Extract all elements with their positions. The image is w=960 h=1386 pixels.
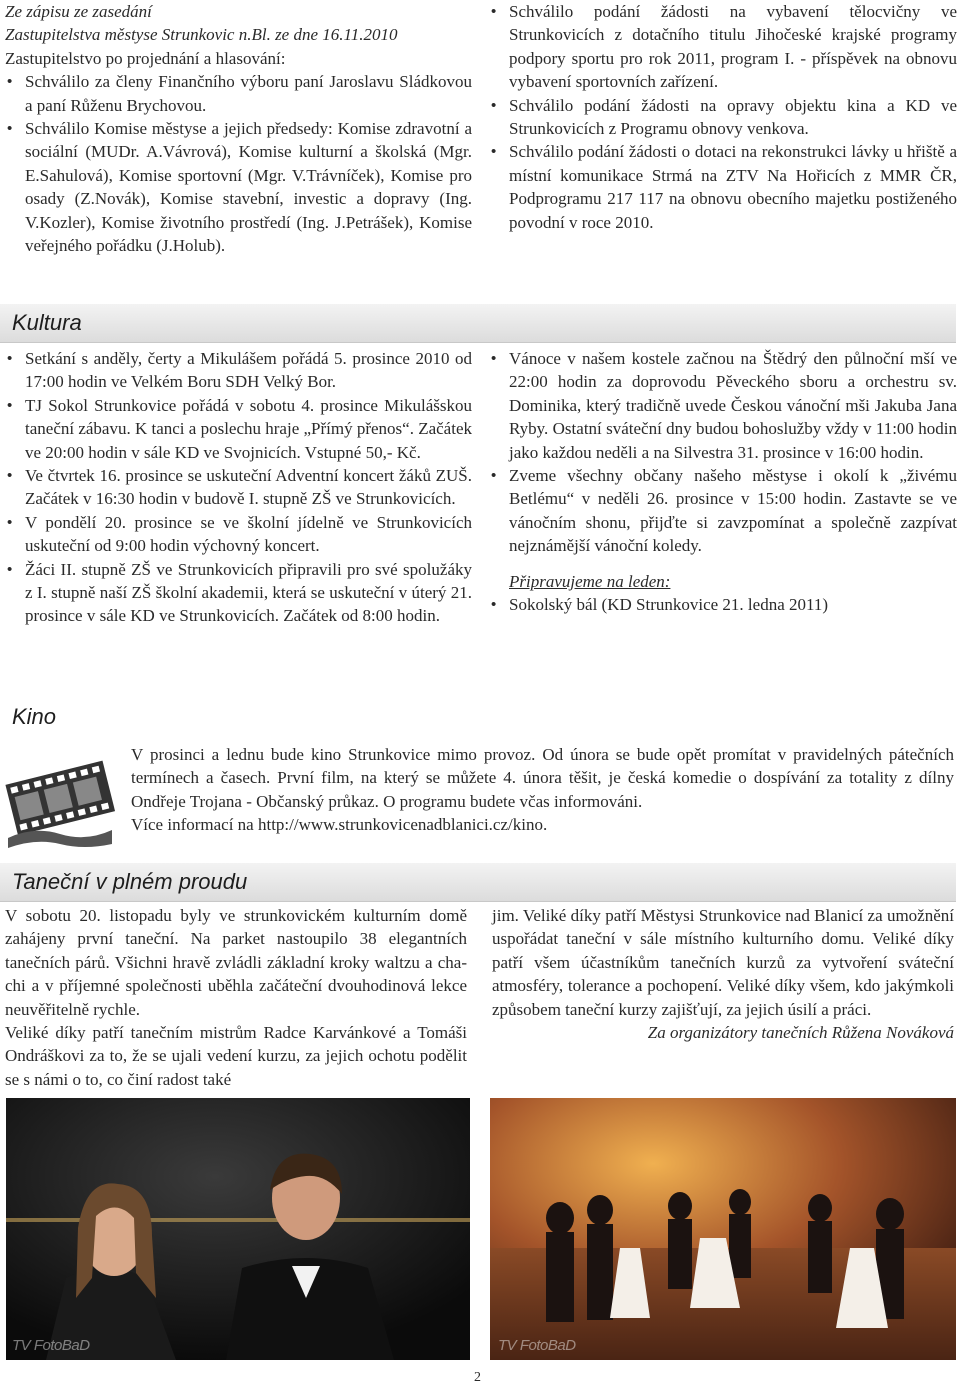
list-item: • TJ Sokol Strunkovice pořádá v sobotu 4. prosince Mikulášskou taneční zábavu. K tanci a poslechu hraje „Přímý přenos“. Začátek ve 20:00 hodin v sále KD ve Svojnicích. Vstupné 50,- Kč.: [5, 394, 472, 464]
tanecni-paragraph-1: V sobotu 20. listopadu byly ve strunkovickém kulturním domě zahájeny první taneční. Na parket nastoupilo 38 elegantních tanečních párů. Všichni hravě zvládli základní kroky waltzu a cha-chi a v příjemné společnosti uběhla začáteční dvouhodinová lekce neuvěřitelně rychle.: [5, 906, 467, 1019]
list-item: • V pondělí 20. prosince se ve školní jídelně ve Strunkovicích uskuteční od 9:00 hodin výchovný koncert.: [5, 511, 472, 558]
kultura-title: Kultura: [12, 310, 82, 335]
list-item: • Schválilo Komise městyse a jejich předsedy: Komise zdravotní a sociální (MUDr. A.Vávrová), Komise kulturní a školská (Mgr. E.Sahulová), Komise sportovní (Mgr. V.Trávníček), Komise pro osady (Z.Novák), Komise stavební, investic a dopravy (Ing. V.Kozler), Komise životního prostředí (Ing. J.Petrášek), Komise veřejného pořádku (J.Holub).: [5, 117, 472, 257]
list-item: • Schválilo podání žádosti na vybavení tělocvičny ve Strunkovicích z dotačního titulu Jihočeské krajské programy podpory sportu pro rok 2011, program I. - příspěvek na obnovu vybavení sportovních zařízení.: [489, 0, 957, 94]
minutes-heading: Ze zápisu ze zasedání: [5, 2, 152, 21]
kino-body: [131, 743, 954, 837]
planned-heading: Připravujeme na leden:: [509, 571, 671, 591]
kultura-header-bar: [0, 304, 956, 343]
kino-title: Kino: [12, 704, 57, 729]
minutes-right-column: [489, 0, 957, 234]
kultura-list-right: [489, 347, 957, 558]
tanecni-header-bar: [0, 863, 956, 902]
minutes-intro: Zastupitelstvo po projednání a hlasování:: [5, 48, 286, 68]
kultura-list-left: [5, 347, 472, 628]
kino-text: V prosinci a lednu bude kino Strunkovice mimo provoz. Od února se bude opět promítat v pravidelných pátečních termínech a časech. První film, na který se můžete 4. února těšit, je česká komedie o dospívání za totality z dílny Ondřeje Trojana - Občanský průkaz. O programu budete včas informováni.: [131, 745, 954, 811]
kino-more-info: Více informací na http://www.strunkovicenadblanici.cz/kino.: [131, 815, 548, 835]
tanecni-title: Taneční v plném proudu: [12, 869, 248, 894]
tanecni-right-column: [492, 904, 954, 1044]
tanecni-paragraph-2: Veliké díky patří tanečním mistrům Radce Karvánkové a Tomáši Ondráškovi za to, že se ujali vedení kurzu, za jejich ochotu podělit se s námi o to, co činí radost také: [5, 1023, 467, 1089]
list-item: • Schválilo podání žádosti o dotaci na rekonstrukci lávky u hřiště a místní komunikace Strmá na ZTV Na Hořicích z MMR ČR, Podprogramu 217 117 na obnovu obecního majetku postiženého povodní v roce 2010.: [489, 140, 957, 234]
kultura-left-column: [5, 347, 472, 628]
minutes-list-left: [5, 70, 472, 257]
list-item: • Schválilo za členy Finančního výboru paní Jaroslavu Sládkovou a paní Růženu Brychovou.: [5, 70, 472, 117]
kultura-right-column: [489, 347, 957, 616]
tanecni-paragraph-3: jim. Veliké díky patří Městysi Strunkovice nad Blanicí za umožnění uspořádat taneční v sále místního kulturního domu. Veliké díky patří všem účastníkům tanečních kurzů za vytvoření sváteční atmosféry, tolerance a pochopení. Veliké díky všem, kdo jakýmkoli způsobem taneční kurzy zajišťují, za jejich úsilí a práci.: [492, 906, 954, 1019]
list-item: • Žáci II. stupně ZŠ ve Strunkovicích připravili pro své spolužáky z I. stupně naší ZŠ školní akademii, která se uskuteční v úterý 21. prosince v sále KD ve Strunkovicích. Začátek od 8:00 hodin.: [5, 558, 472, 628]
minutes-subheading: Zastupitelstva městyse Strunkovic n.Bl. ze dne 16.11.2010: [5, 25, 398, 45]
list-item: • Schválilo podání žádosti na opravy objektu kina a KD ve Strunkovicích z Programu obnovy venkova.: [489, 94, 957, 141]
tanecni-left-column: [5, 904, 467, 1091]
photo-dance-hall: [490, 1098, 956, 1360]
list-item: • Ve čtvrtek 16. prosince se uskuteční Adventní koncert žáků ZUŠ. Začátek v 16:30 hodin v budově I. stupně ZŠ ve Strunkovicích.: [5, 464, 472, 511]
list-item: • Vánoce v našem kostele začnou na Štědrý den půlnoční mší ve 22:00 hodin za doprovodu Pěveckého sboru a orchestru sv. Dominika, který tradičně uvede Českou vánoční mši Jakuba Jana Ryby. Ostatní sváteční dny budou bohoslužby vždy v 11:00 hodin jako každou neděli a na Silvestra 31. prosince v 16:00 hodin.: [489, 347, 957, 464]
tanecni-signature: Za organizátory tanečních Růžena Nováková: [647, 1023, 954, 1043]
list-item: • Setkání s anděly, čerty a Mikulášem pořádá 5. prosince 2010 od 17:00 hodin ve Velkém Boru SDH Velký Bor.: [5, 347, 472, 394]
minutes-list-right: [489, 0, 957, 234]
photo-young-couple: [6, 1098, 470, 1360]
list-item: • Zveme všechny občany našeho městyse i okolí k „živému Betlému“ v neděli 26. prosince v 15:00 hodin. Zastavte se ve vánočním shonu, přijďte si zavzpomínat a společně zazpívat nejznámější vánoční koledy.: [489, 464, 957, 558]
film-strip-icon: [4, 742, 116, 852]
photo-credit: TV FotoBaD: [12, 1337, 90, 1354]
list-item: • Sokolský bál (KD Strunkovice 21. ledna 2011): [489, 593, 957, 616]
planned-list: [489, 593, 957, 616]
photo-credit: TV FotoBaD: [498, 1337, 576, 1354]
page-number: 2: [474, 1370, 481, 1385]
minutes-left-column: [5, 0, 472, 257]
